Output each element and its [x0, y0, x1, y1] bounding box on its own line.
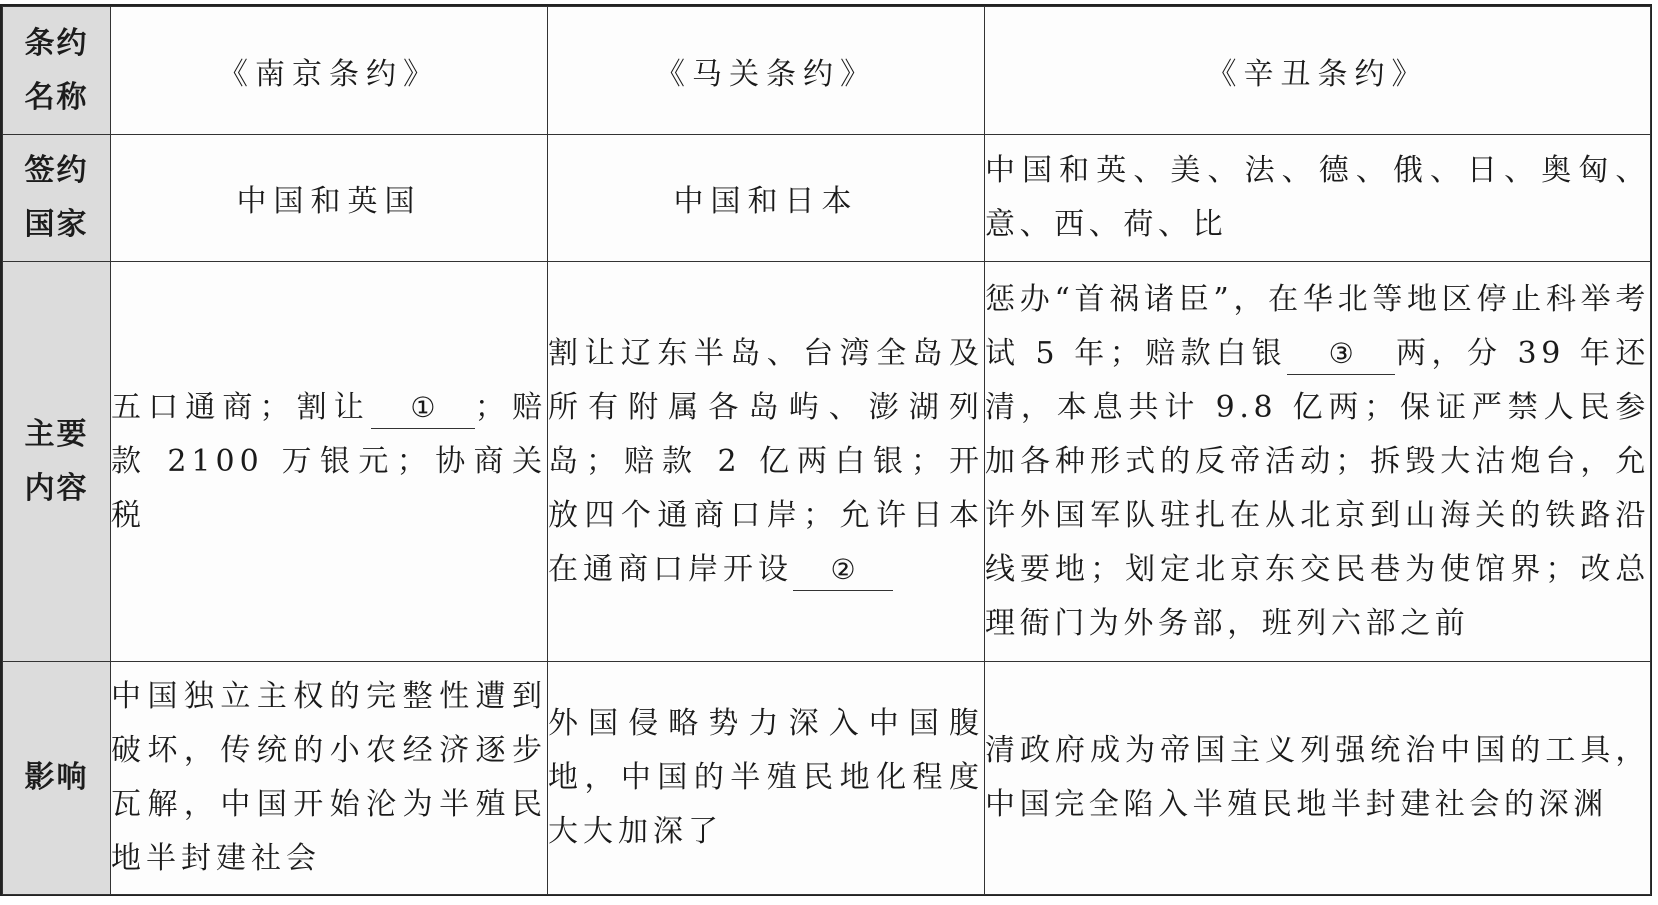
row-header-line: 条约 [24, 25, 89, 61]
treaty-name-nanjing: 《南京条约》 [111, 7, 548, 135]
row-header-line: 国家 [24, 207, 89, 242]
row-header-line: 名称 [24, 79, 89, 115]
row-header-treaty-name [3, 7, 111, 135]
impact-nanjing: 中国独立主权的完整性遭到破坏，传统的小农经济逐步瓦解，中国开始沦为半殖民地半封建社会 [111, 662, 548, 895]
treaty-comparison-table-frame [0, 4, 1652, 896]
row-treaty-name [3, 7, 1651, 135]
row-header-impact [3, 662, 111, 895]
fill-blank-3[interactable]: ③ [1287, 334, 1395, 375]
impact-shimonoseki: 外国侵略势力深入中国腹地，中国的半殖民地化程度大大加深了 [548, 662, 985, 895]
content-nanjing [111, 262, 548, 662]
row-header-signatory-countries [3, 135, 111, 262]
countries-nanjing: 中国和英国 [111, 135, 548, 262]
countries-shimonoseki: 中国和日本 [548, 135, 985, 262]
content-text: 惩办“首祸诸臣”，在华北等地区停止科举考试 5 年；赔款白银 [985, 281, 1650, 371]
content-shimonoseki [548, 262, 985, 662]
content-text: 割让辽东半岛、台湾全岛及所有附属各岛屿、澎湖列岛；赔款 2 亿两白银；开放四个通商口岸；允许日本在通商口岸开设 [548, 335, 984, 587]
row-header-line: 签约 [24, 153, 89, 188]
row-signatory-countries [3, 135, 1651, 262]
treaty-name-shimonoseki: 《马关条约》 [548, 7, 985, 135]
content-boxer-protocol [985, 262, 1651, 662]
fill-blank-1[interactable]: ① [371, 388, 475, 429]
content-text: ；赔款 2100 万银元；协商关税 [111, 389, 547, 533]
row-header-main-content [3, 262, 111, 662]
row-main-content [3, 262, 1651, 662]
countries-boxer-protocol: 中国和英、美、法、德、俄、日、奥匈、意、西、荷、比 [985, 135, 1651, 262]
treaty-name-boxer-protocol: 《辛丑条约》 [985, 7, 1651, 135]
treaty-comparison-table [2, 6, 1651, 895]
content-text: 两，分 39 年还清，本息共计 9.8 亿两；保证严禁人民参加各种形式的反帝活动；拆毁大沽炮台，允许外国军队驻扎在从北京到山海关的铁路沿线要地；划定北京东交民巷为使馆界；改总理衙门为外务部，班列六部之前 [985, 335, 1650, 641]
content-text: 五口通商；割让 [111, 389, 371, 425]
impact-boxer-protocol: 清政府成为帝国主义列强统治中国的工具，中国完全陷入半殖民地半封建社会的深渊 [985, 662, 1651, 895]
row-header-line: 内容 [24, 470, 89, 506]
row-header-line: 影响 [24, 760, 89, 795]
row-header-line: 主要 [24, 416, 89, 452]
fill-blank-2[interactable]: ② [793, 550, 893, 591]
row-impact [3, 662, 1651, 895]
